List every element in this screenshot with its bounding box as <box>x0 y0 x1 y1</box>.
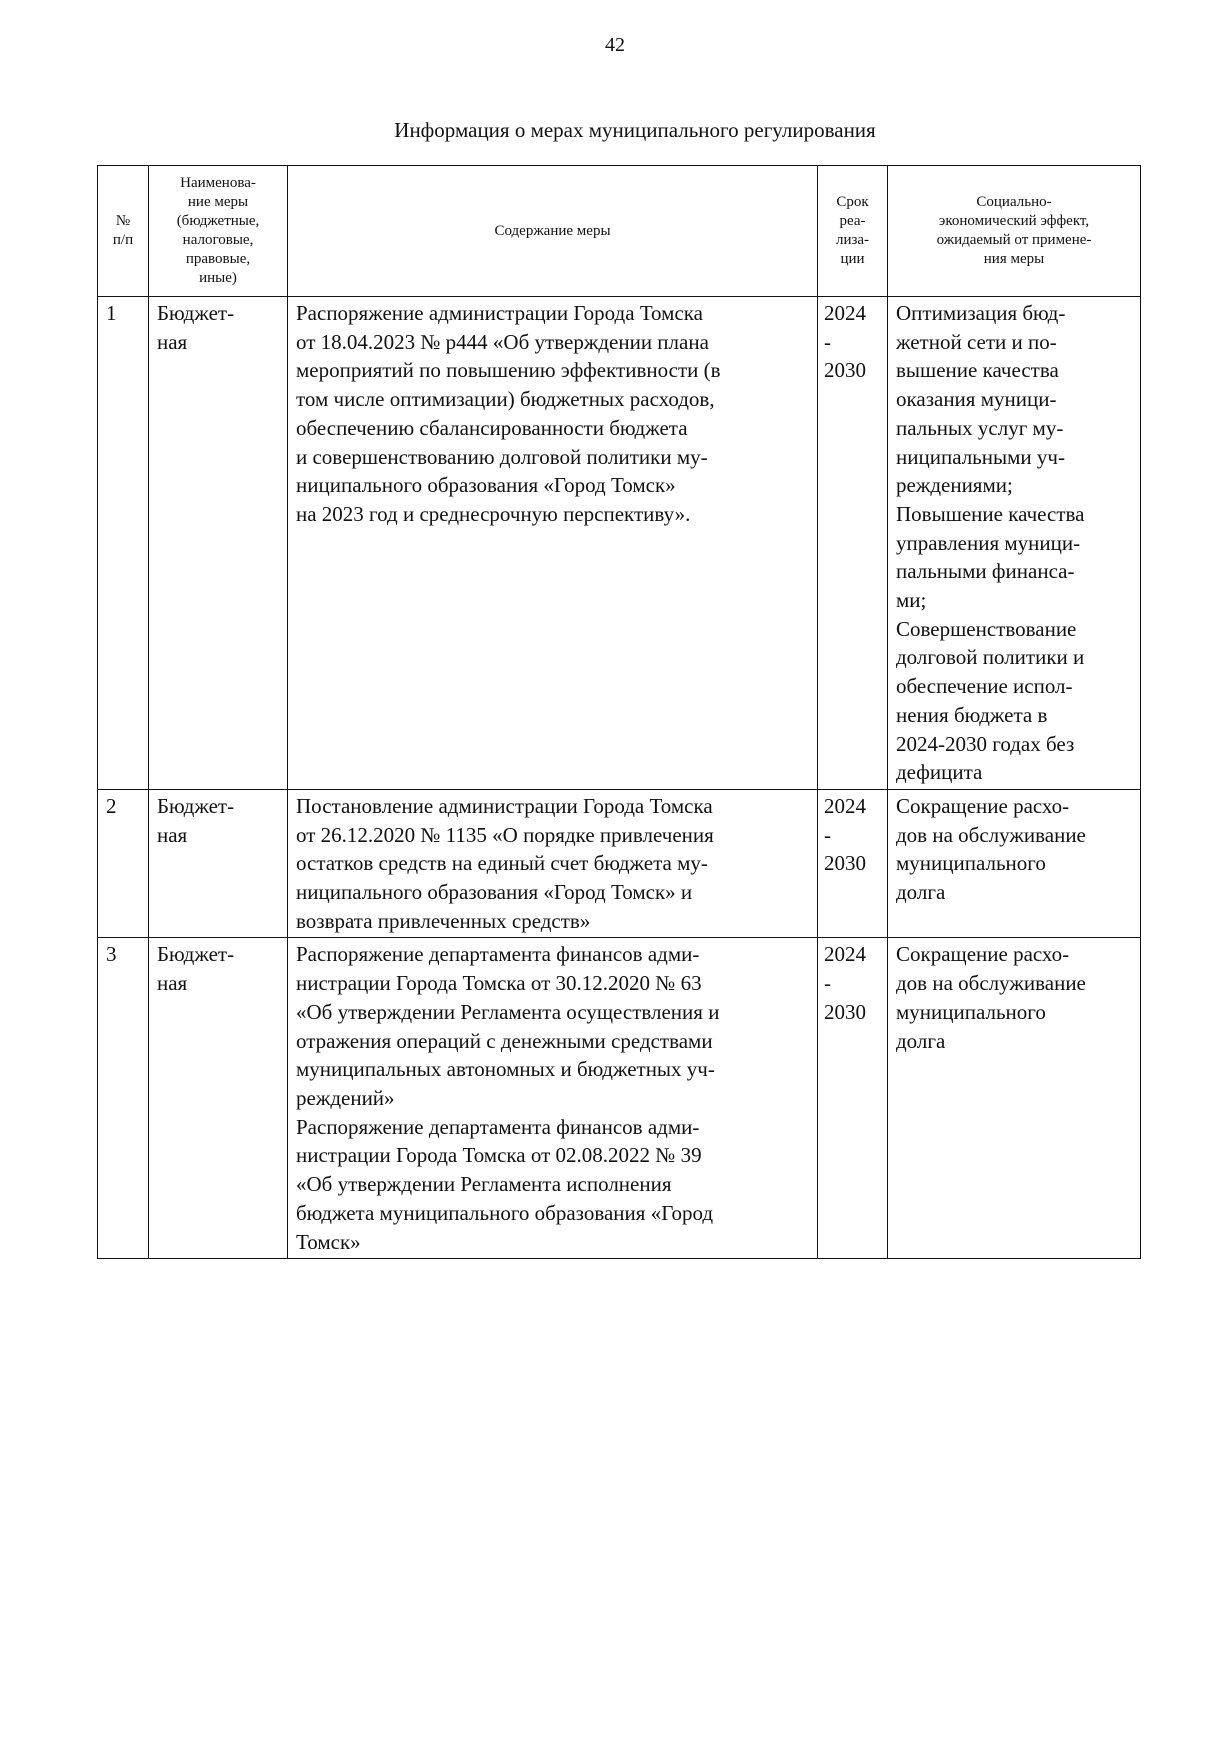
cell-number: 2 <box>98 789 149 938</box>
table-row <box>98 938 1141 1259</box>
header-content <box>288 166 818 297</box>
regulation-measures-table <box>97 165 1141 1259</box>
document-title: Информация о мерах муниципального регулирования <box>394 118 876 142</box>
cell-type: Бюджет- ная <box>149 938 288 1259</box>
header-number <box>98 166 149 297</box>
cell-content: Распоряжение департамента финансов адми- нистрации Города Томска от 30.12.2020 № 63 «Об утверждении Регламента осуществления и отражения операций с денежными средствами муниципальных автономных и бюджетных уч- реждений» Распоряжение департамента финансов адми- нистрации Города Томска от 02.08.2022 № 39 «Об утверждении Регламента исполнения бюджета муниципального образования «Город Томск» <box>288 938 818 1259</box>
cell-type: Бюджет- ная <box>149 789 288 938</box>
header-effect-label: Социально- экономический эффект, ожидаемый от примене- ния меры <box>936 194 1092 267</box>
cell-effect: Оптимизация бюд- жетной сети и по- вышение качества оказания муници- пальных услуг му- ниципальными уч- реждениями; Повышение качества управления муници- пальными финанса- ми; Совершенствование долговой политики и обеспечение испол- нения бюджета в 2024-2030 годах без дефицита <box>888 297 1141 790</box>
cell-type: Бюджет- ная <box>149 297 288 790</box>
cell-number: 1 <box>98 297 149 790</box>
header-number-label: № п/п <box>112 213 134 248</box>
header-measure-type-label: Наименова- ние меры (бюджетные, налоговые, правовые, иные) <box>176 175 260 286</box>
header-content-label: Содержание меры <box>494 222 611 239</box>
cell-content: Распоряжение администрации Города Томска от 18.04.2023 № р444 «Об утверждении плана мероприятий по повышению эффективности (в том числе оптимизации) бюджетных расходов, обеспечению сбалансированности бюджета и совершенствованию долговой политики му- ниципального образования «Город Томск» на 2023 год и среднесрочную перспективу». <box>288 297 818 790</box>
cell-number: 3 <box>98 938 149 1259</box>
cell-effect: Сокращение расхо- дов на обслуживание муниципального долга <box>888 938 1141 1259</box>
table-row <box>98 789 1141 938</box>
table-row <box>98 297 1141 790</box>
page-number: 42 <box>605 34 625 56</box>
table-header-row <box>98 166 1141 297</box>
cell-period: 2024 - 2030 <box>818 789 888 938</box>
header-period <box>818 166 888 297</box>
cell-period: 2024 - 2030 <box>818 938 888 1259</box>
cell-period: 2024 - 2030 <box>818 297 888 790</box>
header-period-label: Срок реа- лиза- ции <box>835 194 870 267</box>
header-measure-type <box>149 166 288 297</box>
cell-effect: Сокращение расхо- дов на обслуживание муниципального долга <box>888 789 1141 938</box>
cell-content: Постановление администрации Города Томска от 26.12.2020 № 1135 «О порядке привлечения остатков средств на единый счет бюджета му- ниципального образования «Город Томск» и возврата привлеченных средств» <box>288 789 818 938</box>
header-effect <box>888 166 1141 297</box>
